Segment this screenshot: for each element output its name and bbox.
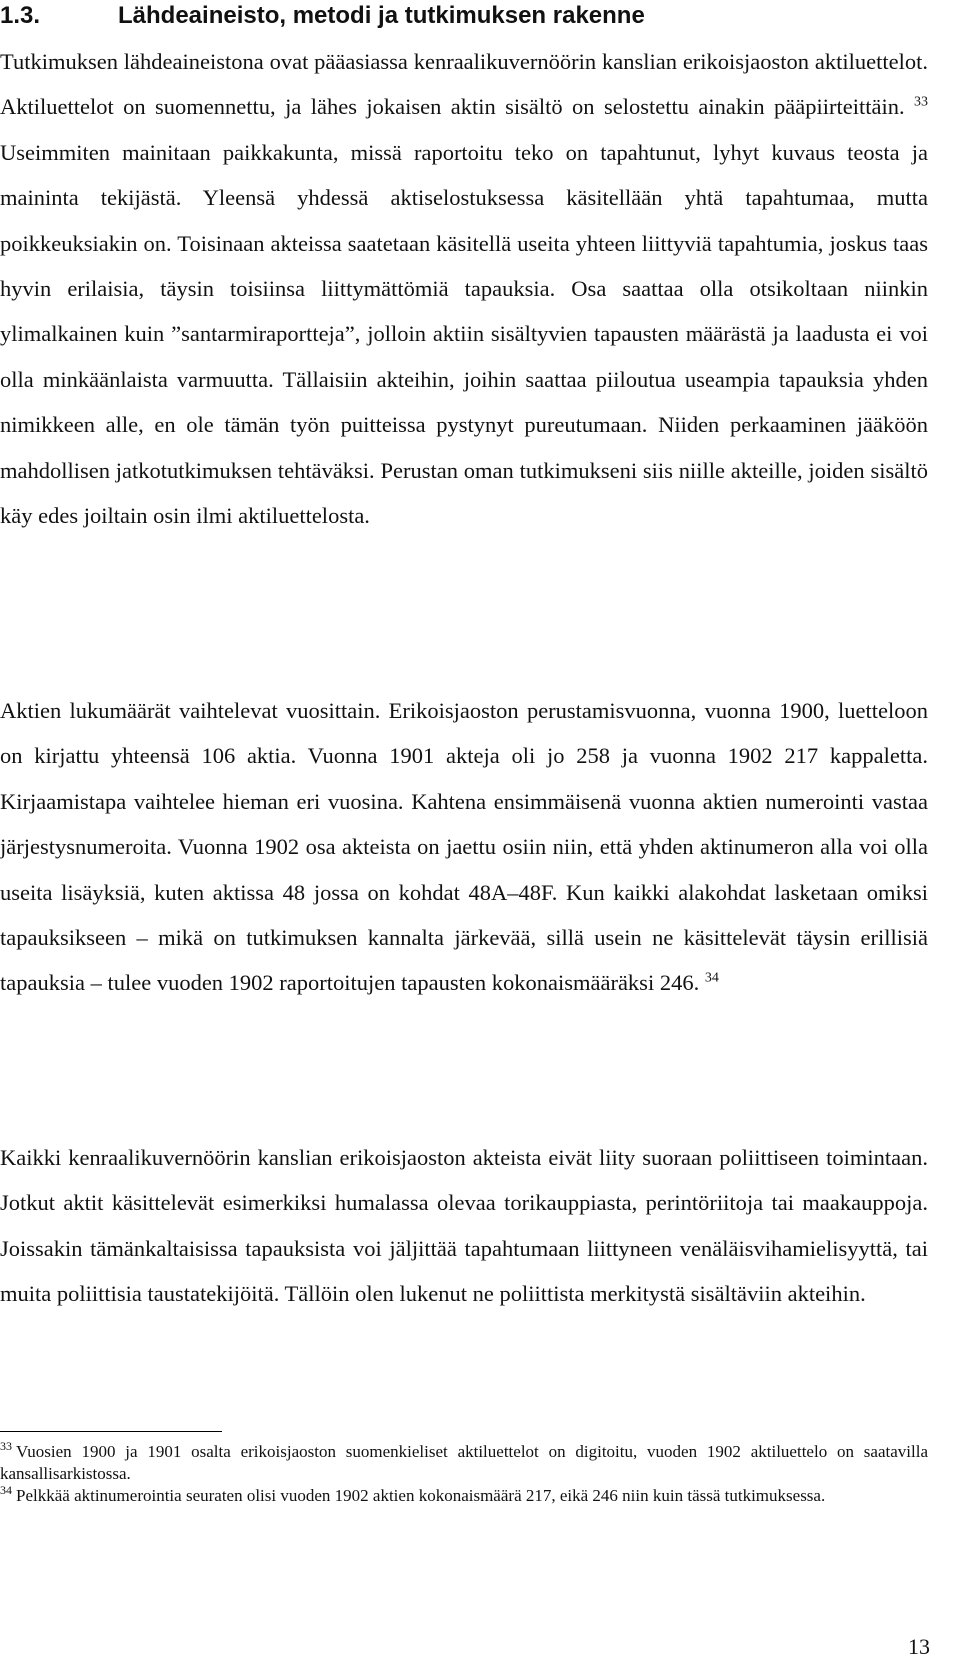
page-number: 13 (908, 1634, 930, 1659)
paragraph-3 (0, 1135, 928, 1317)
paragraph-1 (0, 39, 928, 538)
footnote-separator (0, 1431, 222, 1432)
footnote-34 (0, 1485, 928, 1507)
paragraph-1-text-a: Tutkimuksen lähdeaineistona ovat pääasiassa kenraalikuvernöörin kanslian erikoisjaoston aktiluettelot. Aktiluettelot on suomennettu, ja lähes jokaisen aktin sisältö on selostettu ainakin pääpiirteittäin. (0, 49, 928, 120)
section-heading (0, 2, 928, 30)
footnote-number: 33 (0, 1439, 12, 1454)
footnote-ref-33[interactable]: 33 (914, 94, 929, 110)
footnotes (0, 1441, 928, 1507)
section-title: Lähdeaineisto, metodi ja tutkimuksen rakenne (118, 2, 645, 29)
paragraph-2-text-a: Aktien lukumäärät vaihtelevat vuosittain. Erikoisjaoston perustamisvuonna, vuonna 1900, luetteloon on kirjattu yhteensä 106 aktia. Vuonna 1901 akteja oli jo 258 ja vuonna 1902 217 kappaletta. Kirjaamistapa vaihtelee hieman eri vuosina. Kahtena ensimmäisenä vuonna aktien numerointi vastaa järjestysnumeroita. Vuonna 1902 osa akteista on jaettu osiin niin, että yhden aktinumeron alla voi olla useita lisäyksiä, kuten aktissa 48 jossa on kohdat 48A–48F. Kun kaikki alakohdat lasketaan omiksi tapauksikseen – mikä on tutkimuksen kannalta järkevää, sillä usein ne käsittelevät täysin erillisiä tapauksia – tulee vuoden 1902 raportoitujen tapausten kokonaismääräksi 246. (0, 698, 928, 996)
paragraph-2 (0, 688, 928, 1006)
footnote-number: 34 (0, 1483, 12, 1498)
footnote-text: Pelkkää aktinumerointia seuraten olisi vuoden 1902 aktien kokonaismäärä 217, eikä 246 niin kuin tässä tutkimuksessa. (16, 1486, 826, 1505)
footnote-33 (0, 1441, 928, 1485)
footnote-ref-34[interactable]: 34 (704, 970, 719, 986)
section-number: 1.3. (0, 2, 41, 29)
footnote-text: Vuosien 1900 ja 1901 osalta erikoisjaoston suomenkieliset aktiluettelot on digitoitu, vuoden 1902 aktiluettelo on saatavilla kansallisarkistossa. (0, 1442, 928, 1483)
paragraph-1-text-b: Useimmiten mainitaan paikkakunta, missä raportoitu teko on tapahtunut, lyhyt kuvaus teosta ja maininta tekijästä. Yleensä yhdessä aktiselostuksessa käsitellään yhtä tapahtumaa, mutta poikkeuksiakin on. Toisinaan akteissa saatetaan käsitellä useita yhteen liittyviä tapahtumia, joskus taas hyvin erilaisia, täysin toisiinsa liittymättömiä tapauksia. Osa saattaa olla otsikoltaan niinkin ylimalkainen kuin ”santarmiraportteja”, jolloin aktiin sisältyvien tapausten määrästä ja laadusta ei voi olla minkäänlaista varmuutta. Tällaisiin akteihin, joihin saattaa piiloutua useampia tapauksia yhden nimikkeen alle, en ole tämän työn puitteissa pystynyt pureutumaan. Niiden perkaaminen jääköön mahdollisen jatkotutkimuksen tehtäväksi. Perustan oman tutkimukseni siis niille akteille, joiden sisältö käy edes joiltain osin ilmi aktiluettelosta. (0, 139, 928, 529)
paragraph-3-text: Kaikki kenraalikuvernöörin kanslian erikoisjaoston akteista eivät liity suoraan poliittiseen toimintaan. Jotkut aktit käsittelevät esimerkiksi humalassa olevaa torikauppiasta, perintöriitoja tai maakauppoja. Joissakin tämänkaltaisissa tapauksista voi jäljittää tapahtumaan liittyneen venäläisvihamielisyyttä, tai muita poliittisia taustatekijöitä. Tällöin olen lukenut ne poliittista merkitystä sisältäviin akteihin. (0, 1145, 928, 1307)
